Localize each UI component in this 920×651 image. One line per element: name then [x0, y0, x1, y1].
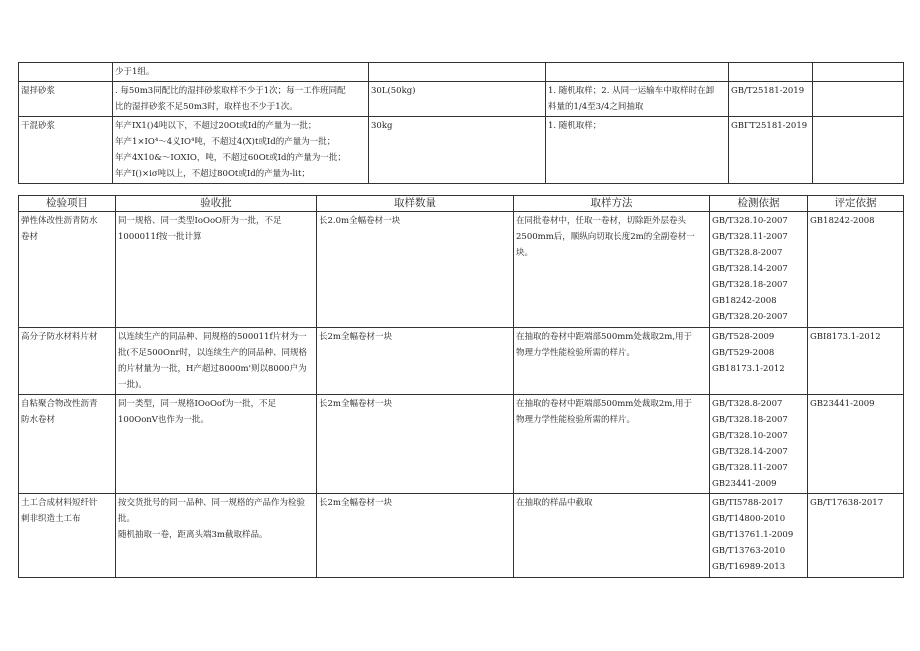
batch-line: 一批)。 — [118, 380, 147, 390]
item-name-line: 卷材 — [21, 232, 39, 242]
test-standard: GB23441-2009 — [712, 479, 777, 489]
batch-line: 批。 — [118, 514, 136, 524]
standard-cell — [729, 117, 813, 184]
column-header: 检验项目 — [19, 196, 116, 212]
test-standard: GB/T13761.1-2009 — [712, 530, 794, 540]
batch-line: 同一规格、同一类型IoOoO肝为一批，不足 — [118, 216, 282, 226]
batch-cell — [116, 328, 317, 395]
column-header: 检测依据 — [710, 196, 808, 212]
quantity-cell — [369, 117, 546, 184]
test-standard: GB/T328.8-2007 — [712, 248, 783, 258]
test-standard: GB/T328.18-2007 — [712, 280, 788, 290]
batch-cell — [116, 395, 317, 494]
method-line: 物理力学性能检验所需的样片。 — [516, 415, 636, 425]
column-header: 取样方法 — [514, 196, 710, 212]
item-name: 干混砂浆 — [21, 121, 56, 131]
item-name-cell — [19, 117, 113, 184]
basis-cell — [710, 395, 808, 494]
table-row — [19, 117, 904, 184]
quantity-cell — [317, 212, 514, 328]
test-standard: GB/T16989-2013 — [712, 562, 786, 572]
test-standard: GB/T328.20-2007 — [712, 312, 788, 322]
test-standard: GB18173.1-2012 — [712, 364, 785, 374]
method-cell — [546, 63, 729, 82]
item-name-line: 自粘聚合物改性沥青 — [21, 399, 98, 409]
batch-line: . 每50m3同配比的湿拌砂浆取样不少于1次；每一工作班同配 — [115, 86, 346, 96]
method-line: 2500mm后，顺纵向切取长度2m的全副卷材一 — [516, 232, 695, 242]
method-cell — [514, 395, 710, 494]
method-line: 1. 随机取样； — [548, 121, 602, 131]
item-name-line: 土工合成材料短纤针 — [21, 498, 98, 508]
test-standard: GB/T328.14-2007 — [712, 264, 788, 274]
method-line: 物理力学性能检验所需的样片。 — [516, 348, 636, 358]
sampling-table-waterproof — [18, 195, 904, 578]
quantity-cell — [317, 494, 514, 578]
standard-cell — [729, 82, 813, 117]
test-standard: GB/T529-2008 — [712, 348, 775, 358]
batch-line: 批(不足500Onr时，以连续生产的同品种、同规格 — [118, 348, 308, 358]
quantity-cell — [369, 82, 546, 117]
sample-quantity: 长2.0m全幅卷材一块 — [319, 216, 401, 226]
batch-cell — [113, 117, 369, 184]
item-name-cell — [19, 82, 113, 117]
standard-cell — [729, 63, 813, 82]
quantity-cell — [317, 328, 514, 395]
basis-cell — [710, 328, 808, 395]
evaluation-standard: GB18242-2008 — [810, 216, 875, 226]
quantity-cell — [369, 63, 546, 82]
eval-cell — [808, 494, 904, 578]
test-standard: GB/T13763-2010 — [712, 546, 786, 556]
eval-cell — [808, 395, 904, 494]
eval-cell — [808, 328, 904, 395]
method-line: 在抽取的样品中截取 — [516, 498, 593, 508]
test-standard: GB/T328.11-2007 — [712, 463, 788, 473]
empty-cell — [813, 63, 904, 82]
method-cell — [514, 494, 710, 578]
method-line: 在同批卷材中，任取一卷材，切除距外层卷头 — [516, 216, 687, 226]
test-standard: GB/TI5788-2017 — [712, 498, 784, 508]
test-standard: GB/T328.10-2007 — [712, 431, 788, 441]
table-row — [19, 328, 904, 395]
sample-quantity: 长2m全幅卷材一块 — [319, 498, 392, 508]
test-standard: GB/T25181-2019 — [731, 86, 805, 96]
table-header-row — [19, 196, 904, 212]
evaluation-standard: GBI8173.1-2012 — [810, 332, 881, 342]
test-standard: GB/T528-2009 — [712, 332, 775, 342]
batch-line: 按交货批号的同一品种、同一规格的产品作为检验 — [118, 498, 306, 508]
item-name-line: 弹性体改性沥青防水 — [21, 216, 98, 226]
batch-line: 的片材量为一批，H产超过8000m'则以8000户为 — [118, 364, 307, 374]
test-standard: GB/T14800-2010 — [712, 514, 786, 524]
method-line: 1. 随机取样；2. 从同一运输车中取样时在卸 — [548, 86, 715, 96]
empty-cell — [813, 82, 904, 117]
method-cell — [514, 328, 710, 395]
batch-line: 年产IX1()4吨以下，不超过20Ot或Id的产量为一批； — [115, 121, 317, 131]
batch-line: 年产4X10&～IOXIO，吨，不超过60Ot或Id的产量为一批； — [115, 153, 346, 163]
batch-line: 比的湿拌砂浆不足50m3时，取样也不少于1次。 — [115, 102, 298, 112]
test-standard: GBΓT25181-2019 — [731, 121, 808, 131]
basis-cell — [710, 494, 808, 578]
table-row — [19, 82, 904, 117]
method-line: 在抽取的卷材中距端部500mm处裁取2m,用于 — [516, 399, 693, 409]
table-row — [19, 494, 904, 578]
method-cell — [546, 82, 729, 117]
table-row — [19, 212, 904, 328]
item-name-line: 防水卷材 — [21, 415, 56, 425]
item-name-cell — [19, 395, 116, 494]
batch-line: 年产I()×iσ吨以上，不超过80Ot或Id的产量为-lit； — [115, 169, 310, 179]
batch-cell — [116, 494, 317, 578]
item-name: 湿拌砂浆 — [21, 86, 56, 96]
method-line: 块。 — [516, 248, 534, 258]
column-header: 验收批 — [116, 196, 317, 212]
sample-quantity: 长2m全幅卷材一块 — [319, 332, 392, 342]
test-standard: GB/T328.8-2007 — [712, 399, 783, 409]
method-cell — [514, 212, 710, 328]
batch-cell — [113, 63, 369, 82]
sample-quantity: 30L(50kg) — [371, 86, 416, 96]
table-row — [19, 63, 904, 82]
batch-line: 1000011f按一批计算 — [118, 232, 202, 242]
quantity-cell — [317, 395, 514, 494]
method-cell — [546, 117, 729, 184]
test-standard: GB/T328.18-2007 — [712, 415, 788, 425]
batch-line: 随机抽取一卷，距离头端3m截取样品。 — [118, 530, 268, 540]
basis-cell — [710, 212, 808, 328]
item-name-line: 刺非织造土工布 — [21, 514, 81, 524]
item-name-line: 高分子防水材料片材 — [21, 332, 98, 342]
test-standard: GB/T328.11-2007 — [712, 232, 788, 242]
item-name-cell — [19, 328, 116, 395]
sample-quantity: 长2m全幅卷材一块 — [319, 399, 392, 409]
batch-line: 100OonV也作为一批。 — [118, 415, 209, 425]
column-header: 评定依据 — [808, 196, 904, 212]
table-row — [19, 395, 904, 494]
batch-line: 少于1组。 — [115, 67, 155, 77]
test-standard: GB18242-2008 — [712, 296, 777, 306]
column-header: 取样数量 — [317, 196, 514, 212]
method-line: 料量的1/4至3/4之间抽取 — [548, 102, 644, 112]
sample-quantity: 30kg — [371, 121, 393, 131]
empty-cell — [813, 117, 904, 184]
method-line: 在抽取的卷材中距端部500mm处裁取2m,用于 — [516, 332, 693, 342]
test-standard: GB/T328.14-2007 — [712, 447, 788, 457]
eval-cell — [808, 212, 904, 328]
item-name-cell — [19, 212, 116, 328]
item-name-cell — [19, 63, 113, 82]
evaluation-standard: GB/T17638-2017 — [810, 498, 884, 508]
batch-cell — [113, 82, 369, 117]
batch-line: 年产1×IO⁴～4义IO⁴吨，不超过4(X)t或Id的产量为一批； — [115, 137, 336, 147]
batch-cell — [116, 212, 317, 328]
batch-line: 以连续生产的同品种、同规格的500011f片材为一 — [118, 332, 307, 342]
batch-line: 同一类型，同一规格IOoOof为一批，不足 — [118, 399, 277, 409]
sampling-table-mortar — [18, 62, 904, 184]
item-name-cell — [19, 494, 116, 578]
evaluation-standard: GB23441-2009 — [810, 399, 875, 409]
test-standard: GB/T328.10-2007 — [712, 216, 788, 226]
